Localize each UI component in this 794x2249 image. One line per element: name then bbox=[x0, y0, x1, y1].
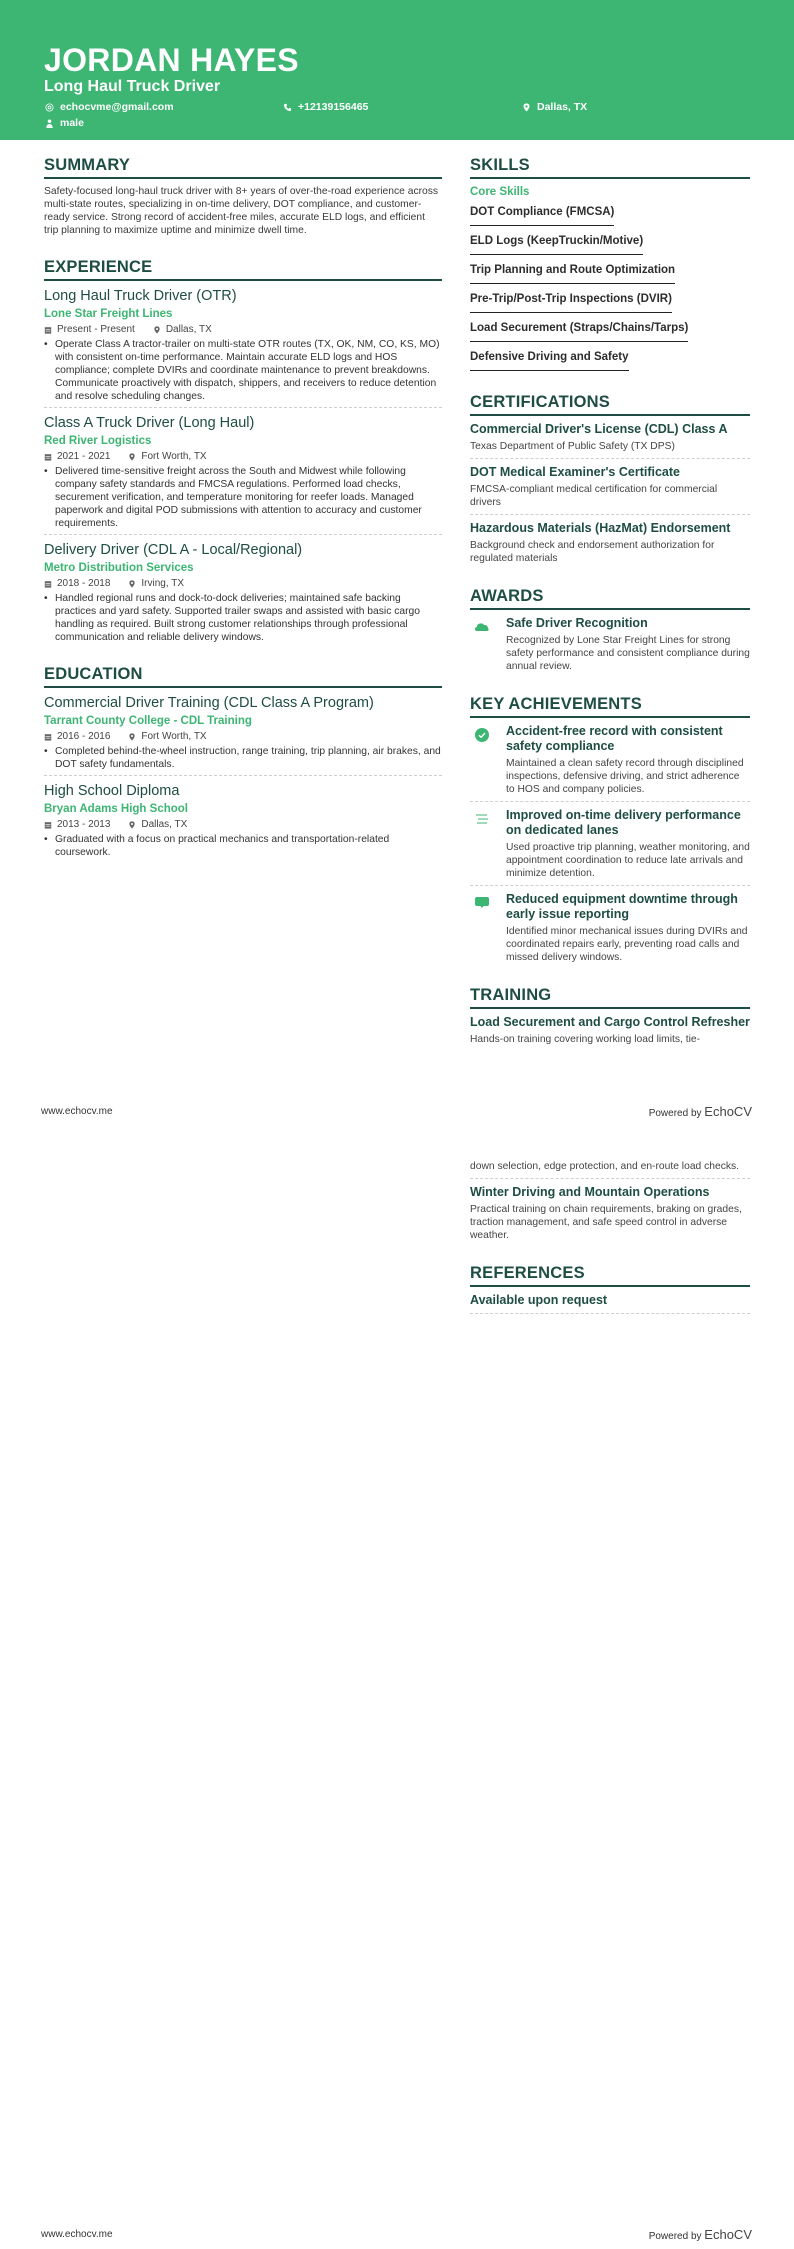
summary-section bbox=[44, 155, 442, 237]
summary-heading: SUMMARY bbox=[44, 155, 442, 179]
footer-site-link[interactable]: www.echocv.me bbox=[41, 1106, 113, 1117]
references-text: Available upon request bbox=[470, 1293, 608, 1307]
summary-text: Safety-focused long-haul truck driver with 8+ years of over-the-road experience across multi-state routes, specializing in on-time delivery, DOT compliance, and customer-ready service. Strong record of accident-free miles, accurate ELD logs, and efficient trip planning to maximize uptime and minimize dwell time. bbox=[44, 186, 439, 236]
job-title: Long Haul Truck Driver (OTR) bbox=[44, 288, 237, 304]
powered-by bbox=[649, 1104, 752, 1119]
contact-location bbox=[522, 100, 587, 114]
map-pin-icon bbox=[153, 326, 161, 334]
at-icon bbox=[45, 103, 54, 112]
skills-heading: SKILLS bbox=[470, 155, 750, 179]
school-name: Bryan Adams High School bbox=[44, 803, 188, 815]
map-pin-icon bbox=[522, 103, 531, 112]
footer-site-link[interactable]: www.echocv.me bbox=[41, 2229, 113, 2240]
map-pin-icon bbox=[128, 733, 136, 741]
job-dates: Present - Present bbox=[57, 324, 135, 335]
experience-heading: EXPERIENCE bbox=[44, 257, 442, 281]
experience-entry bbox=[44, 541, 442, 648]
lines-icon bbox=[474, 811, 490, 827]
awards-heading: AWARDS bbox=[470, 586, 750, 610]
experience-entry bbox=[44, 287, 442, 408]
certification-item bbox=[470, 521, 750, 570]
map-pin-icon bbox=[128, 580, 136, 588]
training-item bbox=[470, 1015, 750, 1046]
company-name: Lone Star Freight Lines bbox=[44, 308, 173, 320]
training-item bbox=[470, 1185, 750, 1247]
speech-bubble-icon bbox=[474, 895, 490, 911]
education-meta bbox=[44, 818, 442, 831]
education-entry bbox=[44, 694, 442, 776]
job-location: Fort Worth, TX bbox=[141, 451, 207, 462]
achievement-name: Accident-free record with consistent safety compliance bbox=[506, 724, 723, 753]
job-bullet: • Delivered time-sensitive freight across the South and Midwest while following company safety standards and FMCSA regulations. Performed load checks, securement verification, and temperature monitoring for reefer loads. Managed paperwork and digital POD submissions with attention to accuracy and customer requirements. bbox=[44, 465, 442, 530]
certifications-heading: CERTIFICATIONS bbox=[470, 392, 750, 416]
job-location: Dallas, TX bbox=[165, 324, 212, 335]
training-desc: Practical training on chain requirements, braking on grades, traction management, and safe speed control in adverse weather. bbox=[470, 1204, 742, 1241]
calendar-icon bbox=[44, 453, 52, 461]
certification-desc: Background check and endorsement authorization for regulated materials bbox=[470, 540, 715, 564]
skills-section bbox=[470, 155, 750, 376]
page-footer bbox=[0, 2229, 794, 2249]
phone-text: +12139156465 bbox=[298, 101, 369, 113]
certification-name: Commercial Driver's License (CDL) Class A bbox=[470, 422, 728, 436]
skill-item: Trip Planning and Route Optimization bbox=[470, 263, 675, 284]
job-bullet: • Handled regional runs and dock-to-dock deliveries; maintained safe backing practices and yard safety. Supported trailer swaps and assisted with basic cargo handling as required. Built strong customer relationships through professional communication and reliable delivery windows. bbox=[44, 592, 442, 644]
right-column-continued bbox=[470, 1160, 750, 1330]
check-circle-icon bbox=[474, 727, 490, 743]
training-item bbox=[470, 1160, 750, 1179]
page-footer bbox=[0, 1106, 794, 1126]
degree-title: High School Diploma bbox=[44, 783, 180, 799]
brand-name: EchoCV bbox=[704, 2227, 752, 2242]
calendar-icon bbox=[44, 821, 52, 829]
certification-desc: FMCSA-compliant medical certification for commercial drivers bbox=[470, 484, 718, 508]
brand-name: EchoCV bbox=[704, 1104, 752, 1119]
education-bullet: • Graduated with a focus on practical mechanics and transportation-related coursework. bbox=[44, 833, 442, 859]
education-heading: EDUCATION bbox=[44, 664, 442, 688]
calendar-icon bbox=[44, 326, 52, 334]
resume-header bbox=[0, 0, 794, 140]
education-location: Dallas, TX bbox=[141, 819, 188, 830]
achievement-name: Improved on-time delivery performance on dedicated lanes bbox=[506, 808, 741, 837]
location-text: Dallas, TX bbox=[537, 101, 588, 113]
achievement-desc: Used proactive trip planning, weather monitoring, and appointment coordination to reduce late arrivals and minimize detention. bbox=[506, 842, 750, 879]
certifications-section bbox=[470, 392, 750, 570]
training-section-continued bbox=[470, 1160, 750, 1247]
references-section bbox=[470, 1263, 750, 1314]
powered-prefix: Powered by bbox=[648, 1108, 702, 1119]
map-pin-icon bbox=[128, 821, 136, 829]
achievement-item bbox=[470, 808, 750, 886]
bullet-text: Graduated with a focus on practical mechanics and transportation-related coursework. bbox=[55, 834, 390, 858]
right-column bbox=[470, 155, 750, 1062]
achievement-desc: Maintained a clean safety record through disciplined inspections, defensive driving, and strict adherence to HOS and company policies. bbox=[506, 758, 744, 795]
skill-item: Load Securement (Straps/Chains/Tarps) bbox=[470, 321, 688, 342]
job-location: Irving, TX bbox=[141, 578, 184, 589]
job-dates: 2018 - 2018 bbox=[57, 578, 111, 589]
education-section bbox=[44, 664, 442, 863]
references-heading: REFERENCES bbox=[470, 1263, 750, 1287]
education-location: Fort Worth, TX bbox=[141, 731, 207, 742]
education-dates: 2013 - 2013 bbox=[57, 819, 111, 830]
job-meta bbox=[44, 450, 442, 463]
calendar-icon bbox=[44, 580, 52, 588]
awards-section bbox=[470, 586, 750, 678]
certification-item bbox=[470, 422, 750, 459]
school-name: Tarrant County College - CDL Training bbox=[44, 715, 252, 727]
award-name: Safe Driver Recognition bbox=[506, 616, 648, 630]
experience-entry bbox=[44, 414, 442, 535]
bullet-text: Delivered time-sensitive freight across the South and Midwest while following company safety standards and FMCSA regulations. Performed load checks, securement verification, and temperature monitoring for reefer loads. Managed paperwork and digital POD submissions with attention to accuracy and customer requirements. bbox=[55, 466, 422, 529]
training-name: Winter Driving and Mountain Operations bbox=[470, 1185, 710, 1199]
job-title: Class A Truck Driver (Long Haul) bbox=[44, 415, 255, 431]
education-dates: 2016 - 2016 bbox=[57, 731, 111, 742]
powered-prefix: Powered by bbox=[648, 2231, 702, 2242]
map-pin-icon bbox=[128, 453, 136, 461]
person-icon bbox=[45, 119, 54, 128]
job-dates: 2021 - 2021 bbox=[57, 451, 111, 462]
education-meta bbox=[44, 730, 442, 743]
email-text: echocvme@gmail.com bbox=[60, 101, 174, 113]
job-meta bbox=[44, 577, 442, 590]
contact-phone[interactable] bbox=[283, 100, 368, 114]
degree-title: Commercial Driver Training (CDL Class A Program) bbox=[44, 695, 374, 711]
training-section bbox=[470, 985, 750, 1046]
experience-section bbox=[44, 257, 442, 648]
cloud-icon bbox=[474, 619, 490, 635]
certification-name: Hazardous Materials (HazMat) Endorsement bbox=[470, 521, 731, 535]
training-name: Load Securement and Cargo Control Refresher bbox=[470, 1015, 750, 1029]
candidate-title: Long Haul Truck Driver bbox=[44, 78, 221, 95]
award-item bbox=[470, 616, 750, 678]
certification-name: DOT Medical Examiner's Certificate bbox=[470, 465, 680, 479]
job-title: Delivery Driver (CDL A - Local/Regional) bbox=[44, 542, 303, 558]
training-heading: TRAINING bbox=[470, 985, 750, 1009]
training-desc: down selection, edge protection, and en-route load checks. bbox=[470, 1161, 740, 1172]
achievement-item bbox=[470, 892, 750, 969]
certification-desc: Texas Department of Public Safety (TX DPS) bbox=[470, 441, 675, 452]
achievement-desc: Identified minor mechanical issues during DVIRs and coordinated repairs early, preventing road calls and missed delivery windows. bbox=[506, 926, 748, 963]
contact-email[interactable] bbox=[45, 100, 174, 114]
skill-item: Pre-Trip/Post-Trip Inspections (DVIR) bbox=[470, 292, 672, 313]
skill-item: ELD Logs (KeepTruckin/Motive) bbox=[470, 234, 643, 255]
skill-item: DOT Compliance (FMCSA) bbox=[470, 205, 614, 226]
powered-by bbox=[649, 2227, 752, 2242]
phone-icon bbox=[283, 103, 292, 112]
bullet-text: Handled regional runs and dock-to-dock deliveries; maintained safe backing practices and yard safety. Supported trailer swaps and assisted with basic cargo handling as required. Built strong customer relationships through professional communication and reliable delivery windows. bbox=[55, 593, 420, 643]
achievement-item bbox=[470, 724, 750, 802]
education-entry bbox=[44, 782, 442, 863]
achievement-name: Reduced equipment downtime through early issue reporting bbox=[506, 892, 738, 921]
education-bullet: • Completed behind-the-wheel instruction, range training, trip planning, air brakes, and DOT safety fundamentals. bbox=[44, 746, 441, 770]
job-bullet: • Operate Class A tractor-trailer on multi-state OTR routes (TX, OK, NM, CO, KS, MO) with consistent on-time performance. Maintain accurate ELD logs and HOS compliance; complete DVIRs and coordinate maintenance to prevent breakdowns. Communicate proactively with dispatch, shippers, and receivers to reduce detention and resolve scheduling changes. bbox=[44, 338, 442, 403]
references-item bbox=[470, 1293, 750, 1314]
calendar-icon bbox=[44, 733, 52, 741]
gender-text: male bbox=[60, 117, 84, 129]
achievements-section bbox=[470, 694, 750, 969]
achievements-heading: KEY ACHIEVEMENTS bbox=[470, 694, 750, 718]
bullet-text: Operate Class A tractor-trailer on multi-state OTR routes (TX, OK, NM, CO, KS, MO) with consistent on-time performance. Maintain accurate ELD logs and HOS compliance; complete DVIRs and coordinate maintenance to prevent breakdowns. Communicate proactively with dispatch, shippers, and receivers to reduce detention and resolve scheduling changes. bbox=[55, 339, 440, 402]
skill-item: Defensive Driving and Safety bbox=[470, 350, 629, 371]
award-desc: Recognized by Lone Star Freight Lines for strong safety performance and consistent compliance during annual review. bbox=[506, 635, 750, 672]
certification-item bbox=[470, 465, 750, 515]
candidate-name: JORDAN HAYES bbox=[44, 42, 299, 78]
company-name: Metro Distribution Services bbox=[44, 562, 194, 574]
contact-gender bbox=[45, 116, 84, 130]
left-column bbox=[44, 155, 442, 879]
bullet-text: Completed behind-the-wheel instruction, range training, trip planning, air brakes, and DOT safety fundamentals. bbox=[55, 746, 441, 770]
skills-category: Core Skills bbox=[470, 186, 530, 198]
training-desc: Hands-on training covering working load limits, tie- bbox=[470, 1034, 701, 1045]
job-meta bbox=[44, 323, 442, 336]
company-name: Red River Logistics bbox=[44, 435, 152, 447]
